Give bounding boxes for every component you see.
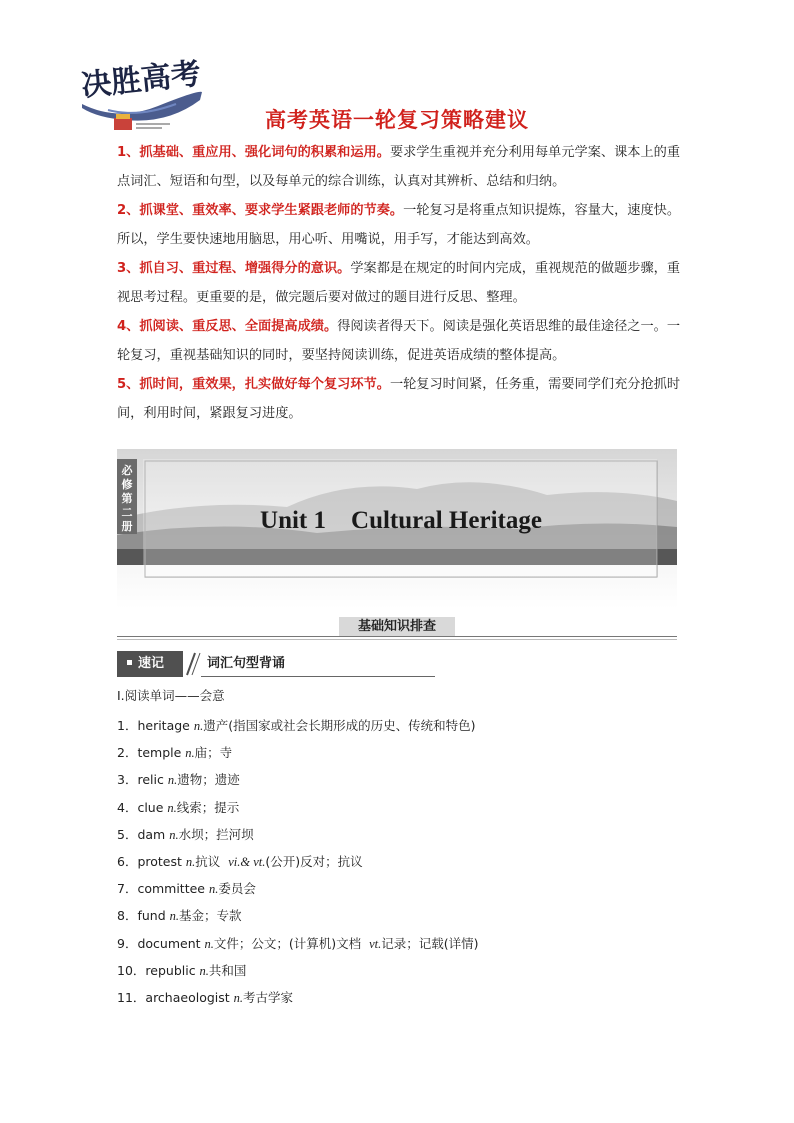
list-heading: Ⅰ.阅读单词——会意 — [117, 688, 225, 703]
vocab-word: relic — [137, 772, 168, 788]
vocab-meaning: 线索；提示 — [176, 799, 240, 815]
strategy-tips — [117, 138, 682, 428]
section-tag-text: 速记 — [138, 656, 165, 671]
tip-text: 得阅读者得天下。阅读是强化英语思维的最佳途径之一。一轮复习，重视基础知识的同时，要坚持阅读训练，促进英语成绩的整体提高。 — [117, 319, 681, 363]
vocab-item — [117, 984, 677, 1011]
vocab-word: temple — [137, 745, 186, 761]
side-label-char: 第 — [121, 492, 133, 505]
side-label-char: 修 — [121, 478, 133, 491]
vocab-word: heritage — [137, 718, 194, 733]
vocab-meaning: 文件；公文；(计算机)文档 — [213, 935, 370, 951]
tip-highlight: 3、抓自习、重过程、增强得分的意识。 — [117, 261, 351, 276]
vocab-meaning: 水坝；拦河坝 — [178, 826, 254, 842]
tip-item — [117, 312, 682, 370]
vocab-pos: n. — [204, 936, 214, 951]
vocab-pos: n. — [185, 854, 196, 869]
vocab-pos: n. — [185, 746, 195, 761]
section-subhead: 基础知识排查 — [339, 617, 455, 636]
vocab-number: 10． — [117, 962, 146, 978]
vocab-word: committee — [137, 881, 209, 897]
vocab-pos: n. — [208, 882, 219, 897]
vocab-number: 3． — [117, 772, 138, 788]
vocab-meaning: 共和国 — [208, 962, 247, 978]
tip-text: 学案都是在规定的时间内完成，重视规范的做题步骤，重视思考过程。更重要的是，做完题后要对做过的题目进行反思、整理。 — [117, 261, 681, 305]
tip-text: 一轮复习时间紧，任务重，需要同学们充分抢抓时间，利用时间，紧跟复习进度。 — [117, 377, 681, 421]
logo-text: 决胜高考 — [79, 56, 203, 104]
section-label: 词汇句型背诵 — [207, 656, 286, 671]
vocab-number: 6． — [117, 853, 138, 869]
square-bullet-icon — [127, 660, 132, 665]
vocab-meaning: 遗产(指国家或社会长期形成的历史、传统和特色) — [203, 718, 476, 733]
vocab-word: protest — [137, 853, 186, 869]
section-tag — [117, 651, 183, 677]
vocab-word: dam — [137, 826, 170, 842]
vocab-number: 2． — [117, 745, 138, 761]
vocab-item — [117, 902, 677, 929]
unit-banner — [117, 449, 677, 609]
tip-highlight: 2、抓课堂、重效率、要求学生紧跟老师的节奏。 — [117, 203, 404, 218]
side-label-char: 必 — [121, 464, 133, 477]
vocab-item — [117, 739, 677, 766]
vocab-item — [117, 957, 677, 984]
tip-item — [117, 370, 682, 428]
side-label-char: 册 — [121, 520, 133, 533]
vocab-number: 4． — [117, 799, 138, 815]
tip-text: 一轮复习是将重点知识提炼，容量大，速度快。所以，学生要快速地用脑思，用心听、用嘴说，用手写，才能达到高效。 — [117, 203, 681, 247]
vocab-pos: n. — [167, 800, 177, 815]
vocab-word: clue — [137, 799, 168, 815]
vocab-number: 7． — [117, 881, 138, 897]
vocab-word: republic — [145, 962, 200, 978]
vocab-pos-secondary: vt. — [369, 936, 382, 951]
vocab-item — [117, 875, 677, 902]
slash-divider-icon — [181, 651, 201, 677]
vocab-item — [117, 712, 677, 739]
tip-item — [117, 196, 682, 254]
vocab-pos: n. — [169, 827, 179, 842]
vocab-pos: n. — [199, 963, 209, 978]
subhead-rule — [117, 636, 677, 637]
vocab-meaning: 委员会 — [218, 881, 256, 897]
unit-title: Unit 1 Cultural Heritage — [260, 507, 542, 534]
tip-highlight: 4、抓阅读、重反思、全面提高成绩。 — [117, 319, 338, 334]
vocab-list — [117, 712, 677, 1011]
vocab-item — [117, 794, 677, 821]
vocab-meaning: 基金；专款 — [178, 908, 242, 924]
vocab-number: 8． — [117, 908, 138, 924]
tip-text: 要求学生重视并充分利用每单元学案、课本上的重点词汇、短语和句型，以及每单元的综合训练，认真对其辨析、总结和归纳。 — [117, 145, 681, 189]
tip-item — [117, 254, 682, 312]
tip-item — [117, 138, 682, 196]
tip-highlight: 1、抓基础、重应用、强化词句的积累和运用。 — [117, 145, 390, 160]
vocab-pos: n. — [193, 719, 204, 733]
vocab-pos: n. — [233, 990, 244, 1005]
vocab-meaning: 庙；寺 — [194, 745, 233, 761]
vocab-number: 11． — [117, 989, 146, 1005]
vocab-meaning-secondary: (公开)反对；抗议 — [265, 853, 363, 869]
vocab-number: 9． — [117, 935, 138, 951]
vocab-number: 5． — [117, 826, 138, 842]
vocab-meaning: 抗议 — [195, 853, 229, 869]
vocab-pos-secondary: vi.& vt. — [228, 854, 266, 869]
vocab-meaning: 遗物；遗迹 — [177, 772, 240, 788]
vocab-item — [117, 930, 677, 957]
vocab-item — [117, 766, 677, 793]
vocab-item — [117, 821, 677, 848]
section-underline — [201, 676, 435, 677]
vocab-pos: n. — [169, 909, 179, 924]
vocab-meaning: 考古学家 — [243, 989, 294, 1005]
section-header — [117, 651, 437, 677]
vocab-word: archaeologist — [145, 989, 234, 1005]
vocab-number: 1． — [117, 718, 138, 733]
vocab-word: fund — [137, 908, 170, 924]
side-label-char: 二 — [121, 506, 133, 519]
vocab-meaning-secondary: 记录；记载(详情) — [381, 935, 479, 951]
subhead-rule-secondary — [117, 639, 677, 640]
tip-highlight: 5、抓时间，重效果，扎实做好每个复习环节。 — [117, 377, 390, 392]
vocab-word: document — [137, 935, 205, 951]
document-title: 高考英语一轮复习策略建议 — [265, 108, 529, 132]
vocab-pos: n. — [167, 773, 178, 788]
vocab-item — [117, 848, 677, 875]
